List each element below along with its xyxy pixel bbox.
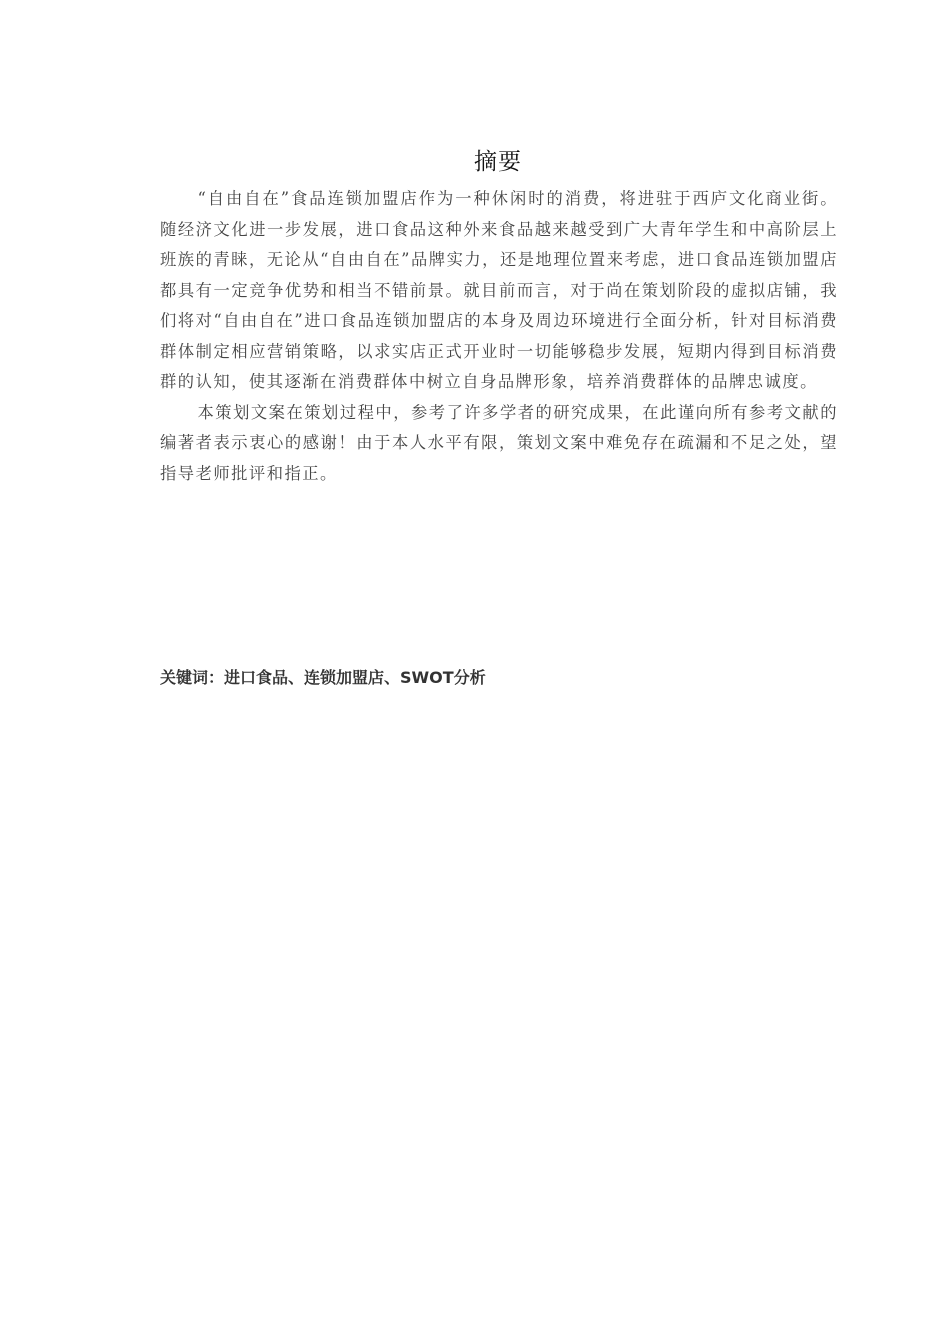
page-title: 摘要	[474, 149, 522, 175]
abstract-paragraph-1: “自由自在”食品连锁加盟店作为一种休闲时的消费，将进驻于西庐文化商业街。随经济文化进一步发展，进口食品这种外来食品越来越受到广大青年学生和中高阶层上班族的青睐，无论从“自由自在”品牌实力，还是地理位置来考虑，进口食品连锁加盟店都具有一定竞争优势和相当不错前景。就目前而言，对于尚在策划阶段的虚拟店铺，我们将对“自由自在”进口食品连锁加盟店的本身及周边环境进行全面分析，针对目标消费群体制定相应营销策略，以求实店正式开业时一切能够稳步发展，短期内得到目标消费群的认知，使其逐渐在消费群体中树立自身品牌形象，培养消费群体的品牌忠诚度。	[160, 189, 838, 391]
abstract-body	[160, 184, 838, 489]
keywords-line: 关键词：进口食品、连锁加盟店、SWOT分析	[160, 668, 486, 687]
abstract-paragraph-2: 本策划文案在策划过程中，参考了许多学者的研究成果，在此谨向所有参考文献的编著者表示衷心的感谢！由于本人水平有限，策划文案中难免存在疏漏和不足之处，望指导老师批评和指正。	[160, 402, 838, 483]
